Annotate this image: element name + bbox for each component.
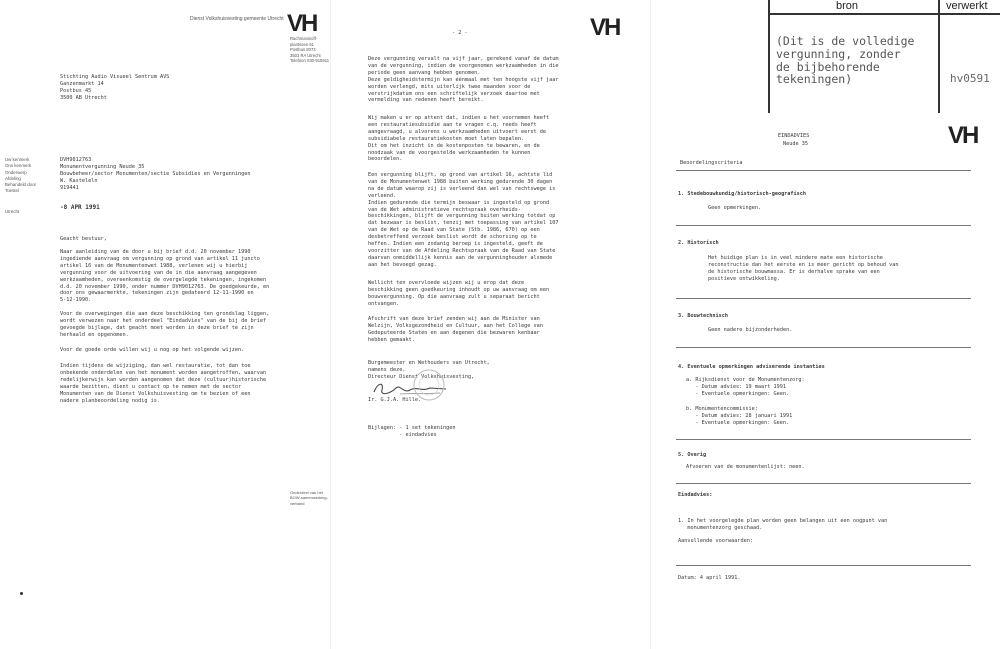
subsidy-paragraph: Wij maken u er op attent dat, indien u het voornemen heeft een restauratiesubsidie aan te vragen c.q. reeds heeft aangevraagd, u alvorens u werkzaamheden uitvoert eerst de subsidiabele restauratiekosten moet laten bepalen. Dit om het inzicht in de kostenposten te bewaren, en de noodzaak van de voorgestelde werkzaamheden te kunnen beoordelen.	[368, 115, 550, 163]
letter-paragraph-1: Naar aanleiding van de door u bij brief d.d. 20 november 1990 ingediende aanvraag om vergunning op grond van artikel 11 juncto artikel 16 van de Monumentenwet 1988, verlenen wij u hierbij vergunning voor de uitvoering van de in die aanvraag aangegeven werkzaamheden, overeenkomstig de overgelegde tekeningen, ingekomen d.d. 20 november 1990, onder nummer DVH9012763. De goedgekeurde, en door ons gewaarmerkte, tekeningen zijn gedateerd 12-11-1990 en 5-12-1990.	[60, 249, 270, 304]
advice-date: Datum: 4 april 1991.	[678, 575, 741, 581]
letter-paragraph-3: Voor de goede orde willen wij u nog op het volgende wijzen.	[60, 347, 245, 353]
criteria-header: Beoordelingscriteria	[680, 160, 743, 166]
signature-block: Burgemeester en Wethouders van Utrecht, namens deze, Directeur Dienst Volkshuisvesting,	[368, 360, 490, 380]
recipient-address: Stichting Audio Visueel Sentrum AVS Ganzenmarkt 14 Postbus 45 3500 AB Utrecht	[60, 74, 170, 101]
vh-logo-3: VH	[948, 122, 978, 149]
building-permit-paragraph: Wellicht ten overvloede wijzen wij u erop dat deze beschikking geen goedkeuring inhoudt op uw aanvraag om een bouwvergunning. Op die aanvraag zult u separaat bericht ontvangen.	[368, 280, 550, 307]
section-1-text: Geen opmerkingen.	[708, 205, 762, 211]
letter-paragraph-4: Indien tijdens de wijziging, dan wel restauratie, tot dan toe onbekende onderdelen van het monument worden aangetroffen, waarvan redelijkerwijs kan worden aangenomen dat deze (cultuur)historische waarde bezitten, dient u contact op te nemen met de sector Monumenten van de Dienst Volkshuisvesting om te bezien of een nadere planbeoordeling nodig is.	[60, 363, 267, 404]
sender-address: Rachmaninoff- plantsoen 61 Postbus 8073 3503 RA Utrecht Telefoon 030-915911	[290, 36, 330, 64]
advice-subtitle: Neude 35	[783, 141, 808, 147]
section-4-title: 4. Eventuele opmerkingen adviserende instanties	[678, 364, 825, 370]
divider	[676, 170, 971, 171]
section-1-title: 1. Stedebouwkundig/historisch-geografisch	[678, 191, 807, 197]
letter-page-2	[330, 0, 650, 649]
validity-paragraph: Deze vergunning vervalt na vijf jaar, gerekend vanaf de datum van de vergunning, indien de voorgenomen werkzaamheden in die periode geen aanvang hebben genomen. Deze geldigheidstermijn kan éénmaal met ten hoogste vijf jaar worden verlengd, mits uiterlijk twee maanden voor de verstrijkdatum ons een schriftelijk verzoek daartoe met vermelding van redenen heeft bereikt.	[368, 56, 559, 104]
section-4a: a. Rijksdienst voor de Monumentenzorg: - Datum advies: 19 maart 1991 - Eventuele opmerkingen: Geen.	[686, 377, 805, 397]
signatory-name: Ir. G.J.A. Hille.	[368, 397, 422, 403]
final-advice-header: Eindadvies:	[678, 492, 713, 498]
divider	[676, 483, 971, 484]
advice-title: EINDADVIES	[778, 133, 810, 139]
verwerkt-label: verwerkt	[946, 0, 988, 12]
org-name: Dienst Volkshuisvesting gemeente Utrecht	[190, 16, 284, 22]
section-2-text: Het huidige plan is in veel mindere mate een historische reconstructie dan het eerste en is meer gericht op behoud van de historische bouwmassa. Er is derhalve sprake van een positieve ontwikkeling.	[708, 255, 899, 282]
meta-values: DVH9012763 Monumentvergunning Neude 35 Bouwbeheer/sector Monumenten/sectie Subsidies en Vergunningen W. Kasteleln 919441	[60, 157, 251, 191]
divider	[676, 225, 971, 226]
handwritten-note: (Dit is de volledige vergunning, zonder de bijbehorende tekeningen)	[776, 34, 915, 87]
divider	[676, 347, 971, 348]
date-stamp: -8 APR 1991	[60, 204, 100, 211]
place-label: Utrecht	[5, 209, 20, 214]
appeal-paragraph: Een vergunning blijft, op grond van artikel 16, achtste lid van de Monumentenwet 1988 buiten werking gedurende 30 dagen na de datum waarop zij is verleend dan wel van rechtswege is verleend. Indien gedurende die termijn beswaar is ingesteld op grond van de Wet administratieve rechtspraak overheids- beschikkingen, blijft de vergunning buiten werking totdat op dat bezwaar is beslist, tenzij met toepassing van artikel 107 van de Wet op de Raad van State (Stb. 1986, 670) op een desbetreffend verzoek beslist wordt de schorsing op te heffen. Indien een zodanig beroep is ingesteld, geeft de voorzitter van de Afdeling Rechtspraak van de Raad van State daarvan onmiddellijk kennis aan de vergunninghouder alsmede aan het bevoegd gezag.	[368, 172, 559, 268]
vh-logo-2: VH	[590, 14, 620, 41]
section-3-text: Geen nadere bijzonderheden.	[708, 327, 793, 333]
archive-stamp-divider	[938, 0, 940, 113]
section-5-text: Afvoeren van de monumentenlijst: neen.	[686, 464, 805, 470]
punch-hole-dot	[20, 592, 23, 595]
divider	[676, 298, 971, 299]
divider	[676, 439, 971, 440]
enclosures: Bijlagen: - 1 set tekeningen - eindadvies	[368, 425, 456, 438]
vh-logo: VH	[287, 10, 317, 37]
final-advice-1: 1. In het voorgelegde plan worden geen belangen uit een oogpunt van monumentenzorg geschaad.	[678, 518, 888, 531]
archive-code: hv0591	[950, 72, 990, 85]
final-advice-2: Aanvullende voorwaarden:	[678, 538, 753, 544]
page-number: - 2 -	[452, 30, 468, 36]
letter-paragraph-2: Voor de overwegingen die aan deze beschikking ten grondslag liggen, wordt verwezen naar het onderdeel "Eindadvies" van de bij de brief gevoegde bijlage, dat geacht moet worden in deze brief te zijn herhaald en opgenomen.	[60, 311, 270, 338]
section-4b: b. Monumentencommissie: - Datum advies: 28 januari 1991 - Eventuele opmerkingen: Geen.	[686, 406, 793, 426]
section-2-title: 2. Historisch	[678, 240, 719, 246]
bron-label: bron	[836, 0, 859, 12]
divider	[676, 565, 971, 566]
section-3-title: 3. Bouwtechnisch	[678, 313, 728, 319]
copies-paragraph: Afschrift van deze brief zenden wij aan de Minister van Welzijn, Volksgezondheid en Cultuur, aan het College van Gedeputeerde Staten en aan degenen die bezwaren kenbaar hebben gemaakt.	[368, 316, 543, 343]
footer-note: Onderdeel van het BOW-samenwerking- verband	[290, 490, 328, 506]
letter-page-1	[0, 0, 330, 649]
meta-labels: Uw kenmerk Ons kenmerk Onderwerp Afdeling Behandeld door Toestel	[5, 157, 37, 194]
salutation: Geacht bestuur,	[60, 236, 107, 242]
section-5-title: 5. Overig	[678, 452, 707, 458]
